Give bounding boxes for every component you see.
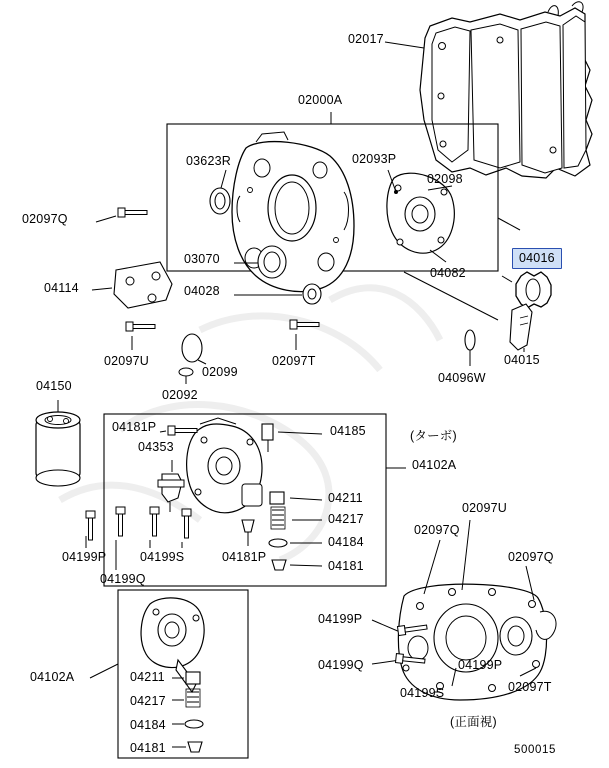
- part-04181-plug[interactable]: [272, 560, 322, 570]
- label-04015[interactable]: 04015: [504, 353, 540, 367]
- label-04102A-right[interactable]: 04102A: [412, 458, 457, 472]
- part-04217-spring-bottom[interactable]: [172, 689, 200, 707]
- part-04184-washer-bottom[interactable]: [172, 720, 203, 728]
- label-04217-mid[interactable]: 04217: [328, 512, 364, 526]
- note-front-view: (正面視): [450, 715, 497, 729]
- part-02097Q-bolt-left[interactable]: [96, 208, 147, 222]
- label-02092[interactable]: 02092: [162, 388, 198, 402]
- label-04102A-bottom[interactable]: 04102A: [30, 670, 75, 684]
- label-04181-bottom[interactable]: 04181: [130, 741, 166, 755]
- part-04181-plug-bottom[interactable]: [172, 742, 202, 752]
- label-02097Q-right-2[interactable]: 02097Q: [508, 550, 554, 564]
- label-04016-highlighted[interactable]: 04016: [512, 248, 562, 269]
- part-02099-washer[interactable]: [182, 334, 206, 364]
- label-02097T-right[interactable]: 02097T: [508, 680, 552, 694]
- part-oil-pump-body[interactable]: [187, 418, 262, 513]
- label-04199P-right-1[interactable]: 04199P: [318, 612, 363, 626]
- label-04199P[interactable]: 04199P: [62, 550, 107, 564]
- label-04199Q[interactable]: 04199Q: [100, 572, 146, 586]
- part-04199P-bolt[interactable]: [86, 511, 95, 548]
- part-04211-plug-bottom[interactable]: [172, 672, 200, 684]
- label-02098[interactable]: 02098: [427, 172, 463, 186]
- label-04217-bottom[interactable]: 04217: [130, 694, 166, 708]
- label-04211-bottom[interactable]: 04211: [130, 670, 165, 684]
- part-02092-plug[interactable]: [179, 368, 193, 384]
- part-04016-drive-gear[interactable]: [502, 272, 551, 308]
- label-03070[interactable]: 03070: [184, 252, 220, 266]
- label-04181P-bottom[interactable]: 04181P: [222, 550, 267, 564]
- part-engine-front-view[interactable]: [372, 520, 556, 700]
- part-04082-screw[interactable]: [430, 250, 446, 262]
- label-04181P-top[interactable]: 04181P: [112, 420, 157, 434]
- label-04199S[interactable]: 04199S: [140, 550, 185, 564]
- note-turbo: (ターボ): [410, 429, 457, 443]
- label-04199P-right-2[interactable]: 04199P: [458, 658, 503, 672]
- figure-number: 500015: [514, 744, 556, 756]
- label-02093P[interactable]: 02093P: [352, 152, 397, 166]
- label-04184-bottom[interactable]: 04184: [130, 718, 166, 732]
- label-02017[interactable]: 02017: [348, 32, 384, 46]
- part-02097T-bolt[interactable]: [290, 320, 319, 350]
- label-02097Q-right-1[interactable]: 02097Q: [414, 523, 460, 537]
- part-02017-gasket[interactable]: [385, 2, 592, 178]
- part-04015-shaft[interactable]: [510, 304, 532, 352]
- label-02000A[interactable]: 02000A: [298, 93, 343, 107]
- part-03623R-seal[interactable]: [210, 170, 230, 214]
- part-04096W-pin[interactable]: [404, 272, 498, 366]
- part-04181P-bolt-bottom[interactable]: [242, 520, 254, 546]
- label-04199S-right[interactable]: 04199S: [400, 686, 445, 700]
- part-04150-oil-filter[interactable]: [36, 400, 80, 486]
- label-02099[interactable]: 02099: [202, 365, 238, 379]
- label-04096W[interactable]: 04096W: [438, 371, 486, 385]
- label-04353[interactable]: 04353: [138, 440, 174, 454]
- part-04217-spring[interactable]: [271, 507, 322, 529]
- label-04199Q-right[interactable]: 04199Q: [318, 658, 364, 672]
- label-04184-mid[interactable]: 04184: [328, 535, 364, 549]
- part-04211-plug[interactable]: [270, 492, 322, 504]
- label-04185[interactable]: 04185: [330, 424, 366, 438]
- label-03623R[interactable]: 03623R: [186, 154, 231, 168]
- label-04211-mid[interactable]: 04211: [328, 491, 363, 505]
- part-04199-extra-bolt[interactable]: [182, 509, 191, 548]
- label-04114[interactable]: 04114: [44, 281, 79, 295]
- part-04199S-bolt[interactable]: [150, 507, 159, 548]
- part-04181P-bolt-top[interactable]: [160, 426, 197, 435]
- label-02097T[interactable]: 02097T: [272, 354, 316, 368]
- part-04199Q-bolt[interactable]: [116, 507, 125, 570]
- label-02097U-right[interactable]: 02097U: [462, 501, 507, 515]
- part-02000A-timing-cover[interactable]: [232, 132, 354, 292]
- label-04028[interactable]: 04028: [184, 284, 220, 298]
- label-04082[interactable]: 04082: [430, 266, 466, 280]
- label-02097U[interactable]: 02097U: [104, 354, 149, 368]
- part-02097U-bolt[interactable]: [126, 322, 155, 350]
- part-04114-bracket[interactable]: [92, 262, 172, 308]
- label-04150[interactable]: 04150: [36, 379, 72, 393]
- label-02097Q-left[interactable]: 02097Q: [22, 212, 68, 226]
- label-04181-mid[interactable]: 04181: [328, 559, 364, 573]
